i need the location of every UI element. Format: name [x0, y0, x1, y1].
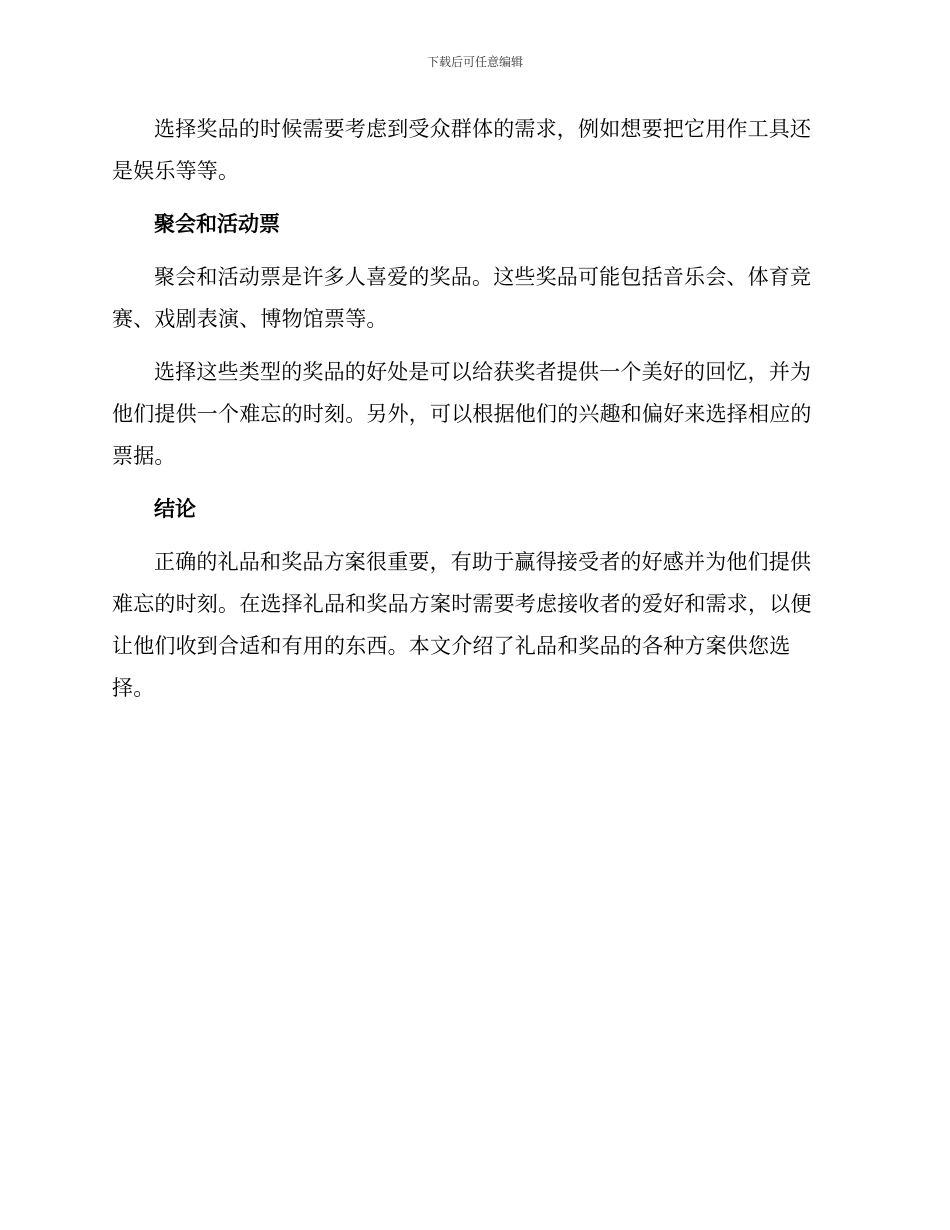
paragraph-tickets-2: 选择这些类型的奖品的好处是可以给获奖者提供一个美好的回忆，并为他们提供一个难忘的时刻。另外，可以根据他们的兴趣和偏好来选择相应的票据。	[112, 360, 812, 468]
paragraph-intro: 选择奖品的时候需要考虑到受众群体的需求，例如想要把它用作工具还是娱乐等等。	[112, 117, 812, 183]
document-body	[112, 108, 830, 720]
page-header-note: 下载后可任意编辑	[426, 55, 523, 69]
paragraph-conclusion: 正确的礼品和奖品方案很重要，有助于赢得接受者的好感并为他们提供难忘的时刻。在选择礼品和奖品方案时需要考虑接收者的爱好和需求，以便让他们收到合适和有用的东西。本文介绍了礼品和奖品的各种方案供您选择。	[112, 550, 812, 700]
section-heading-conclusion: 结论	[154, 497, 196, 521]
paragraph-tickets-1: 聚会和活动票是许多人喜爱的奖品。这些奖品可能包括音乐会、体育竞赛、戏剧表演、博物馆票等。	[112, 265, 812, 331]
section-heading-tickets: 聚会和活动票	[154, 212, 280, 236]
